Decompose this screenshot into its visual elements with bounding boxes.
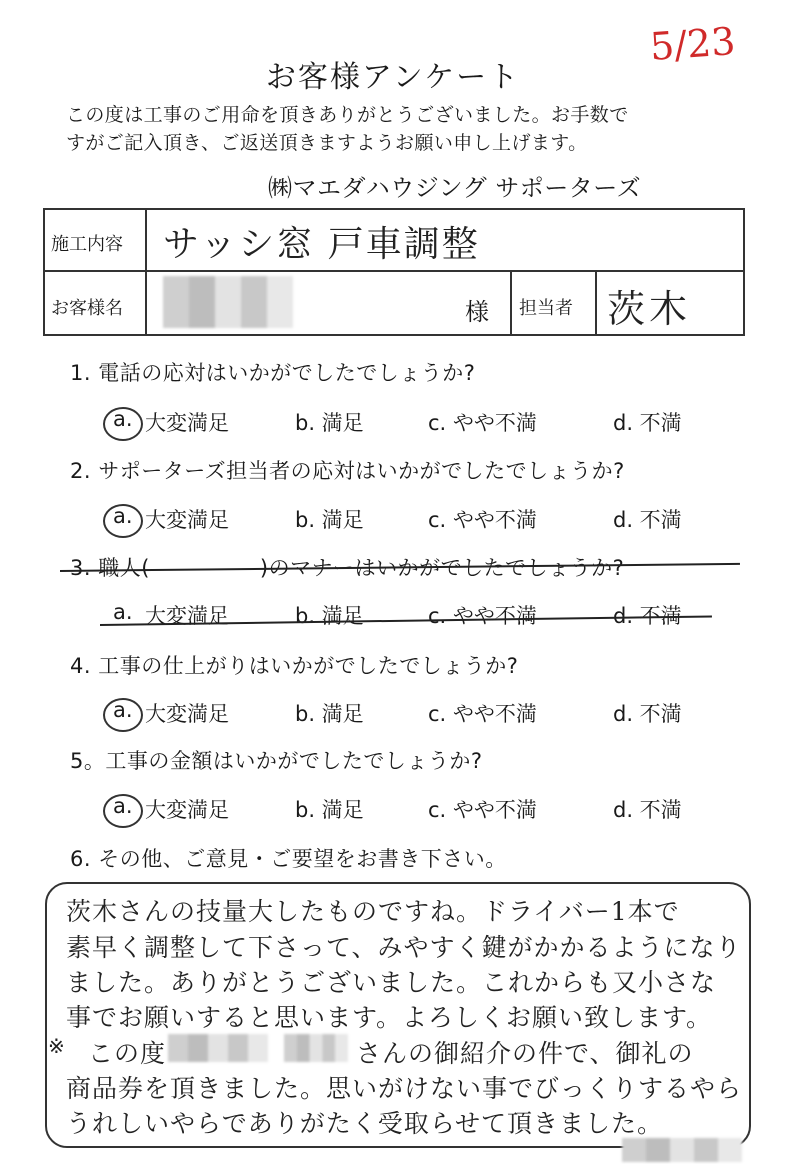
option-d[interactable]: d. 不満 [613,798,682,822]
option-c[interactable]: c. やや不満 [428,604,537,628]
option-d[interactable]: d. 不満 [613,411,682,435]
staff-value[interactable]: 茨木 [607,287,692,331]
question-2: 2. サポーターズ担当者の応対はいかがでしたでしょうか? [70,459,625,483]
option-a-text: 大変満足 [145,702,229,726]
option-d[interactable]: d. 不満 [613,702,682,726]
comment-line-5: この度 [88,1039,167,1068]
comment-line-2: 素早く調整して下さって、みやすく鍵がかかるようになり [66,933,742,962]
answer-row-1 [103,405,703,439]
question-5: 5。工事の金額はいかがでしたでしょうか? [70,749,483,773]
company-name: ㈱マエダハウジング サポーターズ [268,174,642,202]
option-a-text: 大変満足 [145,508,229,532]
table-divider [510,270,512,334]
comment-line-4: 事でお願いすると思います。よろしくお願い致します。 [66,1003,713,1032]
option-c[interactable]: c. やや不満 [428,508,537,532]
option-a[interactable]: a. [113,794,133,818]
redacted-name [168,1034,268,1062]
option-a-text: 大変満足 [145,411,229,435]
question-3-label: 3. 職人( [70,556,150,580]
option-a[interactable]: a. [113,407,133,431]
option-a-text: 大変満足 [145,604,229,628]
staff-label: 担当者 [519,298,573,319]
info-table [43,208,745,336]
question-4: 4. 工事の仕上がりはいかがでしたでしょうか? [70,654,519,678]
note-mark: ※ [48,1034,65,1058]
redacted-name [284,1034,348,1062]
question-3-suffix: )のマナーはいかがでしたでしょうか? [259,556,625,580]
option-d[interactable]: d. 不満 [613,604,682,628]
work-label: 施工内容 [51,234,123,255]
option-b[interactable]: b. 満足 [295,508,364,532]
comment-line-1: 茨木さんの技量大したものですね。ドライバー1本で [66,897,680,926]
comment-line-6: 商品券を頂きました。思いがけない事でびっくりするやら [66,1074,743,1103]
work-value[interactable]: サッシ窓 戸車調整 [163,224,480,265]
option-b[interactable]: b. 満足 [295,604,364,628]
survey-title: お客様アンケート [265,60,521,95]
comment-line-3: ました。ありがとうございました。これからも又小さな [66,968,717,997]
table-divider [45,270,743,272]
table-divider [145,210,147,334]
honorific-label: 様 [465,298,489,326]
option-b[interactable]: b. 満足 [295,798,364,822]
option-a[interactable]: a. [113,504,133,528]
answer-row-4 [103,696,703,730]
comment-line-5b: さんの御紹介の件で、御礼の [356,1039,694,1068]
question-6: 6. その他、ご意見・ご要望をお書き下さい。 [70,847,507,871]
answer-row-2 [103,502,703,536]
customer-label: お客様名 [51,298,123,319]
answer-row-5 [103,792,703,826]
answer-row-3 [103,598,703,632]
question-1: 1. 電話の応対はいかがでしたでしょうか? [70,361,476,385]
redacted-signature [622,1138,742,1162]
option-d[interactable]: d. 不満 [613,508,682,532]
option-a[interactable]: a. [113,698,133,722]
option-c[interactable]: c. やや不満 [428,798,537,822]
option-a[interactable]: a. [113,600,133,624]
option-c[interactable]: c. やや不満 [428,411,537,435]
option-a-text: 大変満足 [145,798,229,822]
intro-text-line2: すがご記入頂き、ご返送頂きますようお願い申し上げます。 [66,132,588,154]
intro-text-line1: この度は工事のご用命を頂きありがとうございました。お手数で [66,104,629,126]
comment-line-7: うれしいやらでありがたく受取らせて頂きました。 [66,1109,664,1138]
handwritten-date: 5/23 [648,19,737,69]
option-b[interactable]: b. 満足 [295,702,364,726]
table-divider [595,270,597,334]
redacted-customer-name [163,276,293,328]
option-b[interactable]: b. 満足 [295,411,364,435]
option-c[interactable]: c. やや不満 [428,702,537,726]
